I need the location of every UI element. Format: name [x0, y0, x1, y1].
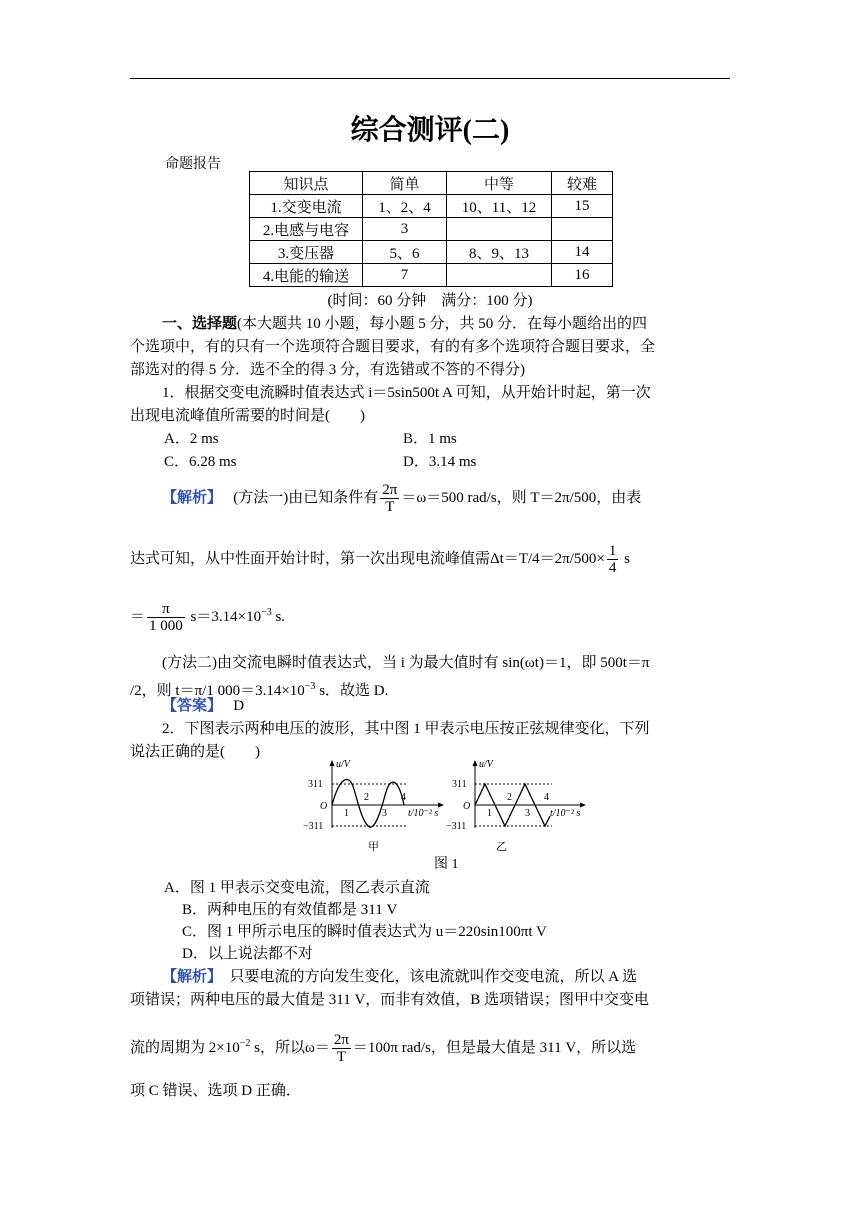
answer-tag: 【答案】: [162, 698, 215, 714]
figure-caption: 图 1: [434, 857, 459, 872]
analysis-text: 达式可知，从中性面开始计时，第一次出现电流峰值需Δt＝T/4＝2π/500×: [130, 550, 605, 567]
table-header-cell: 中等: [447, 172, 552, 195]
fraction-denominator: 1 000: [149, 618, 183, 635]
q2-stem-line: 说法正确的是( ): [130, 744, 260, 760]
graph-jia: [303, 759, 444, 853]
analysis-text: (方法一)由已知条件有: [233, 489, 379, 506]
table-row: [250, 195, 613, 218]
section-intro-text: (本大题共 10 小题，每小题 5 分，共 50 分．在每小题给出的四: [237, 316, 648, 332]
x-axis-arrow: [580, 803, 586, 808]
y-axis-label: u/V: [479, 759, 493, 770]
table-cell: [447, 218, 552, 241]
table-cell: 5、6: [363, 241, 447, 264]
sine-wave: [332, 779, 404, 827]
q1-option-a: A．2 ms: [164, 431, 219, 447]
y-axis-label: u/V: [336, 759, 350, 770]
y-axis-arrow: [473, 760, 478, 766]
tick-label: 3: [525, 808, 530, 819]
analysis-text: s，所以ω＝: [250, 1040, 330, 1056]
report-table: [249, 171, 613, 287]
q1-option-d: D．3.14 ms: [403, 454, 477, 470]
q2-analysis-line: 项错误；两种电压的最大值是 311 V，而非有效值，B 选项错误；图甲中交变电: [130, 992, 650, 1008]
analysis-text: s: [624, 550, 630, 567]
q2-analysis-line: 项 C 错误、选项 D 正确．: [130, 1083, 301, 1099]
table-row: [250, 218, 613, 241]
fraction: [380, 482, 399, 515]
table-cell: 1.交变电流: [250, 195, 363, 218]
q2-option-c: C．图 1 甲所示电压的瞬时值表达式为 u＝220sin100πt V: [182, 924, 547, 940]
x-axis-label: t/10⁻² s: [550, 808, 581, 819]
fraction-denominator: T: [385, 499, 395, 515]
section-intro-line: 部选对的得 5 分．选不全的得 3 分，有选错或不答的不得分): [130, 362, 525, 378]
table-cell: 3: [363, 218, 447, 241]
table-row: [250, 264, 613, 287]
q1-analysis-line: [130, 543, 730, 576]
table-cell: 16: [552, 264, 613, 287]
origin-label: O: [320, 801, 328, 812]
analysis-text: s＝3.14×10: [190, 609, 262, 625]
time-info: (时间：60 分钟 满分：100 分): [327, 293, 533, 309]
fraction-numerator: π: [147, 601, 185, 618]
tick-label: 4: [401, 792, 406, 803]
tick-label: 3: [382, 808, 387, 819]
q2-analysis-line: [130, 966, 730, 989]
analysis-text: s.: [271, 609, 286, 625]
analysis-text: /2，则 t＝π/1 000＝3.14×10: [130, 683, 305, 699]
q1-stem-line: 1．根据交变电流瞬时值表达式 i＝5sin500t A 可知，从开始计时起，第一次: [162, 385, 651, 401]
subfigure-label: 乙: [496, 841, 507, 853]
exponent: −3: [304, 681, 316, 692]
fraction-denominator: 4: [608, 560, 617, 576]
tick-label: 1: [344, 808, 349, 819]
table-cell: 15: [552, 195, 613, 218]
exponent: −3: [261, 607, 272, 618]
y-axis-arrow: [330, 760, 335, 766]
answer-value: D: [233, 698, 245, 714]
table-cell: [447, 264, 552, 287]
table-cell: 3.变压器: [250, 241, 363, 264]
analysis-text: ＝: [130, 609, 146, 625]
table-row: [250, 241, 613, 264]
fraction: [147, 601, 185, 634]
fraction-numerator: 2π: [333, 1032, 349, 1049]
origin-label: O: [463, 801, 471, 812]
table-header-row: [250, 172, 613, 195]
x-axis-label: t/10⁻² s: [408, 808, 439, 819]
report-heading: 命题报告: [165, 156, 221, 172]
analysis-text: ＝100π rad/s，但是最大值是 311 V，所以选: [352, 1040, 637, 1056]
x-axis-arrow: [438, 803, 444, 808]
tick-label: 2: [507, 792, 512, 803]
table-header-cell: 简单: [363, 172, 447, 195]
analysis-text: s．故选 D.: [315, 683, 389, 699]
q2-option-d: D．以上说法都不对: [182, 946, 313, 962]
fraction: [607, 543, 619, 576]
tick-label: 1: [487, 808, 492, 819]
analysis-text: 只要电流的方向发生变化，该电流就叫作交变电流，所以 A 选: [229, 969, 638, 985]
section-heading: 一、选择题: [162, 316, 238, 332]
tick-label: 4: [544, 792, 549, 803]
fraction: [332, 1032, 351, 1065]
q1-option-b: B．1 ms: [403, 431, 457, 447]
tick-label: 2: [364, 792, 369, 803]
bottom-value-label: −311: [303, 821, 324, 832]
q1-stem-line: 出现电流峰值所需要的时间是( ): [130, 408, 365, 424]
analysis-text: 流的周期为 2×10: [130, 1040, 240, 1056]
fraction-denominator: T: [336, 1049, 346, 1066]
graph-yi: [446, 759, 586, 853]
exponent: −2: [239, 1038, 251, 1049]
q2-analysis-line: [130, 1032, 730, 1065]
subfigure-label: 甲: [368, 841, 379, 853]
top-value-label: 311: [452, 779, 467, 790]
q1-analysis-line: [130, 601, 730, 634]
table-header-cell: 较难: [552, 172, 613, 195]
table-cell: [552, 218, 613, 241]
analysis-tag: 【解析】: [162, 489, 215, 506]
top-value-label: 311: [308, 779, 323, 790]
table-cell: 10、11、12: [447, 195, 552, 218]
table-cell: 14: [552, 241, 613, 264]
table-cell: 8、9、13: [447, 241, 552, 264]
fraction-numerator: 2π: [382, 482, 398, 498]
q1-analysis-line: [130, 482, 730, 515]
q1-method2-line: (方法二)由交流电瞬时值表达式，当 i 为最大值时有 sin(ωt)＝1，即 500t＝π: [162, 655, 650, 671]
waveform-figure: [300, 758, 600, 878]
fraction-numerator: 1: [608, 543, 617, 559]
page-title: 综合测评(二): [350, 115, 510, 146]
table-cell: 2.电感与电容: [250, 218, 363, 241]
table-cell: 7: [363, 264, 447, 287]
table-cell: 1、2、4: [363, 195, 447, 218]
q1-answer-line: [130, 695, 730, 718]
section-intro-line: [130, 313, 730, 336]
bottom-value-label: −311: [446, 821, 467, 832]
q2-option-b: B．两种电压的有效值都是 311 V: [182, 902, 398, 918]
table-cell: 4.电能的输送: [250, 264, 363, 287]
q2-stem-line: 2．下图表示两种电压的波形，其中图 1 甲表示电压按正弦规律变化，下列: [162, 721, 650, 737]
q1-option-c: C．6.28 ms: [164, 454, 237, 470]
q2-option-a: A．图 1 甲表示交变电流，图乙表示直流: [164, 880, 430, 896]
table-header-cell: 知识点: [250, 172, 363, 195]
analysis-tag: 【解析】: [162, 969, 215, 985]
section-intro-line: 个选项中，有的只有一个选项符合题目要求，有的有多个选项符合题目要求，全: [130, 339, 656, 355]
analysis-text: ＝ω＝500 rad/s，则 T＝2π/500，由表: [401, 489, 642, 506]
header-rule: [130, 78, 730, 79]
